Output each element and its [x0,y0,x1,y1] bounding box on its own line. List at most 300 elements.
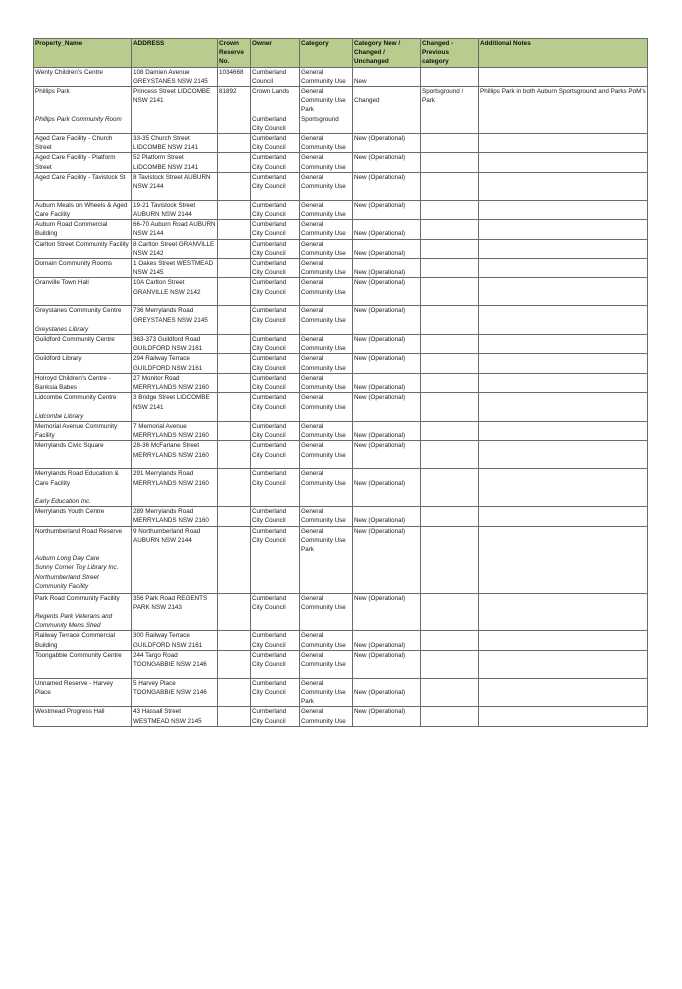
crown-reserve-cell [218,200,251,219]
previous-category-cell [421,172,479,200]
category-cell [300,526,353,593]
property-name-cell [34,306,132,335]
property-name-cell [34,393,132,422]
crown-reserve-cell [218,134,251,153]
owner-cell-text: Cumberland City Council [252,336,287,353]
owner-cell [251,200,300,219]
status-cell-text: New (Operational) [354,594,406,602]
table-row [34,335,648,354]
owner-cell-text: Cumberland City Council [252,221,287,238]
category-cell [300,67,353,86]
status-cell [353,373,421,392]
property-name-cell-text: Auburn Meals on Wheels & Aged Care Facility [35,201,128,219]
table-row [34,67,648,86]
notes-cell-text: Phillips Park in both Auburn Sportsground and Parks PoM's [480,88,646,96]
owner-cell [251,153,300,172]
category-cell [300,278,353,306]
property-name-cell [34,259,132,278]
category-cell [300,707,353,726]
category-cell-text: General Community Use [301,422,346,440]
status-cell-text: New (Operational) [354,173,406,181]
notes-cell [479,220,648,239]
previous-category-cell [421,306,479,335]
category-cell-text: General Community Use [301,442,346,459]
status-cell [353,650,421,678]
property-name-cell-text: Aged Care Facility - Platform Street [35,154,116,171]
header-category: Category [300,39,353,68]
category-cell-text: General Community Use Park [301,679,346,706]
table-row [34,239,648,258]
address-cell [132,631,218,650]
owner-cell-text: Cumberland City Council [252,527,287,544]
status-cell-text: New (Operational) [354,230,406,238]
status-cell-text: New (Operational) [354,201,406,209]
crown-reserve-cell [218,526,251,593]
table-row [34,200,648,219]
address-cell [132,507,218,526]
status-cell-text: New (Operational) [354,355,406,363]
status-cell [353,593,421,631]
property-name-cell [34,593,132,631]
category-cell-text: General Community Use [301,201,346,219]
header-category-status: Category New / Changed / Unchanged [353,39,421,68]
property-name-cell [34,707,132,726]
previous-category-cell [421,278,479,306]
previous-category-cell [421,134,479,153]
header-crown-reserve: Crown Reserve No. [218,39,251,68]
crown-reserve-cell [218,421,251,440]
owner-cell-text: Cumberland City Council [252,594,287,611]
status-cell-text: New (Operational) [354,135,406,143]
crown-reserve-cell [218,593,251,631]
property-name-cell [34,421,132,440]
previous-category-cell [421,373,479,392]
address-cell [132,441,218,469]
previous-category-cell [421,678,479,707]
table-row [34,421,648,440]
property-name-cell [34,278,132,306]
status-cell-text: New (Operational) [354,432,406,440]
crown-reserve-cell [218,239,251,258]
previous-category-cell [421,220,479,239]
owner-cell [251,469,300,507]
category-cell-text: General Community Use [301,651,346,668]
notes-cell [479,172,648,200]
address-cell-text: 19-21 Tavistock Street AUBURN NSW 2144 [133,201,196,219]
header-owner: Owner [251,39,300,68]
owner-cell-text: Cumberland City Council [252,154,287,171]
property-name-cell [34,134,132,153]
property-name-cell-text: Greystanes Community Centre [35,307,122,315]
previous-category-cell [421,354,479,373]
crown-reserve-cell [218,67,251,86]
property-name-cell [34,469,132,507]
property-name-cell [34,507,132,526]
owner-cell [251,134,300,153]
status-cell-text: New (Operational) [354,336,406,344]
category-cell-text: General Community Use Park Sportsground [301,88,346,123]
crown-reserve-cell [218,678,251,707]
status-cell-text: New (Operational) [354,517,406,525]
property-name-cell [34,153,132,172]
tenant-note: Lidcombe Library [35,412,84,420]
address-cell [132,373,218,392]
address-cell-text: 289 Merrylands Road MERRYLANDS NSW 2160 [133,508,209,525]
notes-cell [479,153,648,172]
property-name-cell-text: Lidcombe Community Centre [35,394,117,402]
crown-reserve-cell [218,393,251,422]
property-name-cell [34,200,132,219]
category-cell-text: General Community Use [301,240,346,257]
crown-reserve-cell [218,87,251,134]
header-row [34,39,648,68]
table-row [34,220,648,239]
property-name-cell [34,441,132,469]
owner-cell [251,220,300,239]
status-cell [353,259,421,278]
property-name-cell [34,373,132,392]
address-cell-text: 363-373 Guildford Road GUILDFORD NSW 2161 [133,336,203,353]
crown-reserve-cell [218,335,251,354]
property-name-cell-text: Auburn Road Commercial Building [35,221,108,238]
address-cell-text: Princess Street LIDCOMBE NSW 2141 [133,88,211,105]
address-cell-text: 1 Oakes Street WESTMEAD NSW 2145 [133,260,214,277]
address-cell-text: 10A Carlton Street GRANVILLE NSW 2142 [133,279,201,296]
category-cell [300,172,353,200]
status-cell-text: New (Operational) [354,527,406,535]
address-cell [132,526,218,593]
status-cell-text: New (Operational) [354,708,406,716]
status-cell-text: New (Operational) [354,641,406,649]
previous-category-cell [421,526,479,593]
address-cell-text: 356 Park Road REGENTS PARK NSW 2143 [133,594,208,611]
owner-cell [251,507,300,526]
status-cell [353,67,421,86]
address-cell [132,335,218,354]
owner-cell-text: Crown Lands Cumberland City Council [252,88,290,132]
previous-category-cell [421,441,479,469]
previous-category-cell [421,421,479,440]
category-cell-text: General Community Use [301,355,346,372]
owner-cell [251,306,300,335]
previous-category-cell [421,469,479,507]
property-name-cell [34,220,132,239]
status-cell-text: New (Operational) [354,479,406,487]
status-cell [353,507,421,526]
owner-cell-text: Cumberland City Council [252,355,287,372]
owner-cell-text: Cumberland City Council [252,708,287,725]
address-cell-text: 294 Railway Terrace GUILDFORD NSW 2161 [133,355,203,372]
previous-category-cell [421,67,479,86]
address-cell-text: 28-36 McFarlane Street MERRYLANDS NSW 2160 [133,442,209,459]
previous-category-cell [421,707,479,726]
crown-reserve-cell [218,373,251,392]
address-cell [132,67,218,86]
status-cell-text: New (Operational) [354,442,406,450]
category-cell-text: General Community Use [301,374,346,392]
owner-cell-text: Cumberland City Council [252,679,287,696]
address-cell [132,707,218,726]
category-cell-text: General Community Use [301,708,346,725]
address-cell-text: 300 Railway Terrace GUILDFORD NSW 2161 [133,632,203,649]
property-name-cell-text: Northumberland Road Reserve [35,527,123,535]
status-cell [353,631,421,650]
crown-reserve-cell [218,469,251,507]
table-row [34,306,648,335]
status-cell [353,469,421,507]
category-cell [300,631,353,650]
notes-cell [479,306,648,335]
previous-category-cell [421,631,479,650]
table-row [34,259,648,278]
notes-cell [479,441,648,469]
tenant-note: Regents Park Veterans and Community Mens Shed [35,612,113,630]
category-cell [300,354,353,373]
notes-cell [479,200,648,219]
category-cell [300,87,353,134]
category-cell [300,650,353,678]
owner-cell [251,373,300,392]
notes-cell [479,593,648,631]
crown-reserve-cell [218,259,251,278]
owner-cell-text: Cumberland City Council [252,260,287,277]
category-cell [300,469,353,507]
address-cell-text: 7 Memorial Avenue MERRYLANDS NSW 2160 [133,422,209,440]
address-cell-text: 108 Damien Avenue GREYSTANES NSW 2145 [133,68,208,85]
notes-cell [479,526,648,593]
property-name-cell [34,354,132,373]
table-row [34,87,648,134]
notes-cell [479,259,648,278]
status-cell-text: New (Operational) [354,279,406,287]
owner-cell-text: Cumberland City Council [252,394,287,411]
previous-category-cell [421,153,479,172]
category-cell-text: General Community Use [301,307,346,324]
property-name-cell-text: Railway Terrace Commercial Building [35,632,116,649]
status-cell-text: New (Operational) [354,154,406,162]
address-cell [132,393,218,422]
notes-cell [479,67,648,86]
notes-cell [479,239,648,258]
owner-cell-text: Cumberland Council [252,68,287,85]
property-name-cell-text: Aged Care Facility - Tavistock St [35,173,126,181]
notes-cell [479,278,648,306]
table-row [34,278,648,306]
owner-cell [251,354,300,373]
table-row [34,393,648,422]
owner-cell-text: Cumberland City Council [252,632,287,649]
crown-reserve-cell [218,650,251,678]
table-row [34,153,648,172]
notes-cell [479,469,648,507]
notes-cell [479,650,648,678]
category-cell-text: General Community Use Park [301,527,346,553]
status-cell [353,87,421,134]
owner-cell [251,259,300,278]
property-name-cell-text: Domain Community Rooms [35,260,112,268]
property-name-cell-text: Granville Town Hall [35,279,89,287]
table-row [34,593,648,631]
address-cell-text: 291 Merrylands Road MERRYLANDS NSW 2160 [133,470,209,487]
crown-reserve-cell [218,306,251,335]
property-name-cell [34,239,132,258]
notes-cell [479,134,648,153]
property-name-cell [34,67,132,86]
notes-cell [479,678,648,707]
property-name-cell [34,631,132,650]
category-cell [300,134,353,153]
property-name-cell [34,526,132,593]
address-cell [132,421,218,440]
table-row [34,631,648,650]
table-row [34,507,648,526]
table-row [34,650,648,678]
property-name-cell-text: Merrylands Youth Centre [35,508,105,516]
owner-cell [251,421,300,440]
status-cell [353,707,421,726]
notes-cell [479,707,648,726]
table-row [34,172,648,200]
category-cell [300,393,353,422]
category-cell [300,153,353,172]
address-cell [132,200,218,219]
category-cell [300,335,353,354]
property-name-cell-text: Memorial Avenue Community Facility [35,422,118,440]
status-cell [353,200,421,219]
previous-category-cell [421,200,479,219]
owner-cell [251,441,300,469]
header-additional-notes: Additional Notes [479,39,648,68]
notes-cell [479,335,648,354]
property-name-cell-text: Carlton Street Community Facility [35,240,129,248]
header-property-name: Property_Name [34,39,132,68]
address-cell [132,87,218,134]
address-cell [132,220,218,239]
tenant-note: Phillips Park Community Room [35,115,122,123]
category-cell-text: General Community Use [301,173,346,191]
property-name-cell-text: Westmead Progress Hall [35,708,105,716]
owner-cell-text: Cumberland City Council [252,442,287,459]
address-cell-text: 33-35 Church Street LIDCOMBE NSW 2141 [133,135,199,152]
address-cell-text: 43 Hassall Street WESTMEAD NSW 2145 [133,708,202,725]
owner-cell-text: Cumberland City Council [252,651,287,668]
status-cell [353,134,421,153]
property-name-cell-text: Merrylands Civic Square [35,442,104,450]
property-name-cell-text: Wenty Children's Centre [35,68,103,76]
crown-reserve-cell [218,153,251,172]
property-name-cell [34,335,132,354]
tenant-note: Early Education Inc. [35,497,92,505]
category-cell-text: General Community Use [301,508,346,525]
notes-cell [479,393,648,422]
address-cell [132,678,218,707]
previous-category-cell [421,87,479,134]
owner-cell [251,393,300,422]
property-name-cell [34,87,132,134]
status-cell [353,421,421,440]
crown-reserve-cell [218,507,251,526]
category-cell [300,200,353,219]
category-cell [300,441,353,469]
category-cell-text: General Community Use [301,154,346,171]
category-cell-text: General Community Use [301,221,346,238]
owner-cell [251,631,300,650]
crown-reserve-cell [218,707,251,726]
owner-cell-text: Cumberland City Council [252,470,287,487]
status-cell [353,354,421,373]
previous-category-cell [421,335,479,354]
address-cell [132,306,218,335]
property-name-cell-text: Guildford Library [35,355,82,363]
crown-reserve-cell-text: 81892 [219,88,237,96]
table-row [34,469,648,507]
table-row [34,373,648,392]
category-cell-text: General Community Use [301,336,346,353]
owner-cell [251,172,300,200]
owner-cell [251,707,300,726]
category-cell-text: General Community Use [301,594,346,611]
status-cell [353,526,421,593]
owner-cell-text: Cumberland City Council [252,240,287,257]
notes-cell [479,354,648,373]
tenant-note: Greystanes Library [35,325,89,333]
status-cell-text: New (Operational) [354,394,406,402]
status-cell-text: New (Operational) [354,269,406,277]
status-cell-text: New [354,77,367,85]
owner-cell [251,278,300,306]
previous-category-cell [421,259,479,278]
address-cell-text: 244 Targo Road TOONGABBIE NSW 2146 [133,651,207,668]
owner-cell [251,67,300,86]
owner-cell-text: Cumberland City Council [252,201,287,219]
crown-reserve-cell-text: 1034668 [219,68,244,76]
property-name-cell [34,650,132,678]
address-cell-text: 736 Merrylands Road GREYSTANES NSW 2145 [133,307,208,324]
tenant-note: Auburn Long Day Care Sunny Corner Toy Library Inc. Northumberland Street Community Facility [35,555,119,590]
owner-cell-text: Cumberland City Council [252,508,287,525]
address-cell [132,239,218,258]
crown-reserve-cell [218,220,251,239]
owner-cell [251,239,300,258]
property-name-cell-text: Phillips Park [35,88,70,96]
notes-cell [479,631,648,650]
header-address: ADDRESS [132,39,218,68]
table-row [34,707,648,726]
category-cell [300,373,353,392]
property-name-cell-text: Aged Care Facility - Church Street [35,135,113,152]
address-cell-text: 3 Bridge Street LIDCOMBE NSW 2141 [133,394,210,411]
property-name-cell-text: Holroyd Children's Centre - Banksia Babes [35,374,111,392]
table-row [34,354,648,373]
status-cell-text: New (Operational) [354,688,406,696]
owner-cell [251,87,300,134]
status-cell [353,335,421,354]
status-cell-text: Changed [354,97,380,105]
property-name-cell-text: Guildford Community Centre [35,336,115,344]
notes-cell [479,421,648,440]
address-cell [132,354,218,373]
category-cell [300,306,353,335]
property-name-cell-text: Park Road Community Facility [35,594,120,602]
owner-cell-text: Cumberland City Council [252,173,287,191]
owner-cell-text: Cumberland City Council [252,135,287,152]
status-cell [353,678,421,707]
crown-reserve-cell [218,278,251,306]
previous-category-cell [421,593,479,631]
category-cell [300,593,353,631]
category-cell-text: General Community Use [301,470,346,487]
category-cell-text: General Community Use [301,394,346,411]
